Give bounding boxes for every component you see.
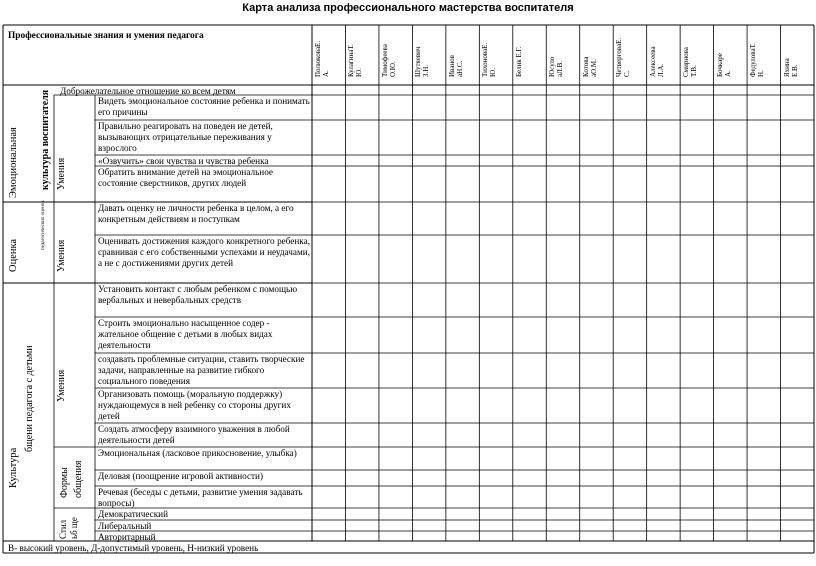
criterion-row-text: Правильно реагировать на поведен ие детей, вызывающих отрицательные переживания у взрослого [98, 120, 273, 154]
teacher-name: Бочкаре А. [715, 53, 732, 77]
criterion-row-text: Видеть эмоциональное состояние ребенка и понимать его причины [98, 95, 310, 117]
group-kind: Умения [56, 239, 67, 272]
criterion-row-text: Авторитарный [98, 531, 156, 542]
criterion-row-text: Давать оценку не личности ребенка в целом, а его конкретным действиям и поступкам [98, 202, 294, 224]
teacher-name: Тимофеева О.Ю. [380, 44, 397, 77]
group-sublabel: бщени педагога с детьми [24, 345, 35, 452]
criterion-row-text: Обратить внимание детей на эмоциональное состояние сверстников, других людей [98, 166, 273, 188]
teacher-name: Шутяевич З.Н. [414, 46, 430, 77]
legend-footer: В- высокий уровень, Д-допустимый уровень, Н-низкий уровень [8, 543, 259, 553]
criterion-row-text: Речевая (беседы с детьми, развитие умения задавать вопросы) [98, 486, 303, 508]
criterion-row-text: Деловая (поощрение игровой активности) [98, 470, 264, 481]
teacher-name: КулагинаТ. Ю. [347, 44, 363, 77]
teacher-name: Яхина Е.В. [782, 58, 799, 77]
teacher-name: Юсуло aЛ.В. [548, 56, 564, 77]
teacher-name: Котова aO.M. [581, 56, 598, 77]
group-sublabel: педагогических оценок [41, 200, 46, 250]
group-kind: Формы общения [59, 460, 84, 498]
criterion-row-text: Эмоциональная (ласковое прикосновение, улыбка) [98, 447, 297, 458]
group-kind: Умения [56, 157, 67, 190]
teacher-name: Алексеева Л.А. [648, 46, 665, 77]
group-kind: Умения [56, 369, 67, 402]
group-label: Оценка [8, 238, 19, 272]
criterion-row-text: Установить контакт с любым ребенком с помощью вербальных и невербальных средств [98, 283, 298, 305]
teacher-name: Иванов aH.C. [447, 55, 464, 77]
teacher-name: ПолюковаЕ. А. [314, 40, 330, 77]
teacher-name: ТихоноваЕ. Ю. [481, 42, 497, 77]
teacher-name: Смирнова Т.В. [682, 47, 698, 77]
criterion-row-text: «Озвучить» свои чувства и чувства ребенка [98, 155, 269, 166]
teacher-name: ФедуловаТ. Н. [749, 43, 765, 77]
teacher-name: Белик Е.Г. [514, 46, 523, 77]
group-label: Эмоциональная [8, 127, 19, 198]
group-label: Культура [8, 447, 19, 488]
header-label: Профессиональные знания и умения педагога [8, 31, 204, 41]
teacher-name: ЧетверговаЕ. С. [615, 37, 631, 77]
criterion-row-text: Строить эмоционально насыщенное содер - жательное общение с детьми в любых видах деятельности [98, 317, 273, 351]
criterion-row-text: Оценивать достижения каждого конкретного ребенка, сравнивая с его собственными успехами и неудачами, а не с достижениями других детей [98, 235, 310, 269]
group-kind: Стил ьб ще [58, 517, 79, 539]
criterion-row-text: Создать атмосферу взаимного уважения в любой деятельности детей [98, 423, 290, 445]
criterion-row-text: создавать проблемные ситуации, ставить творческие задачи, направленные на развитие гибкого социального поведения [98, 353, 305, 387]
criterion-row-text: Организовать помощь (моральную поддержку) нуждающемуся в ней ребенку со стороны других детей [98, 388, 291, 422]
criterion-row-text: Либеральный [98, 520, 152, 531]
group-sublabel: культура воспитателя [40, 89, 51, 190]
criterion-row-text: Демократический [98, 508, 168, 519]
page-title: Карта анализа профессионального мастерства воспитателя [242, 2, 574, 14]
criterion-row-text: Доброжелательное отношение ко всем детям [60, 85, 236, 96]
